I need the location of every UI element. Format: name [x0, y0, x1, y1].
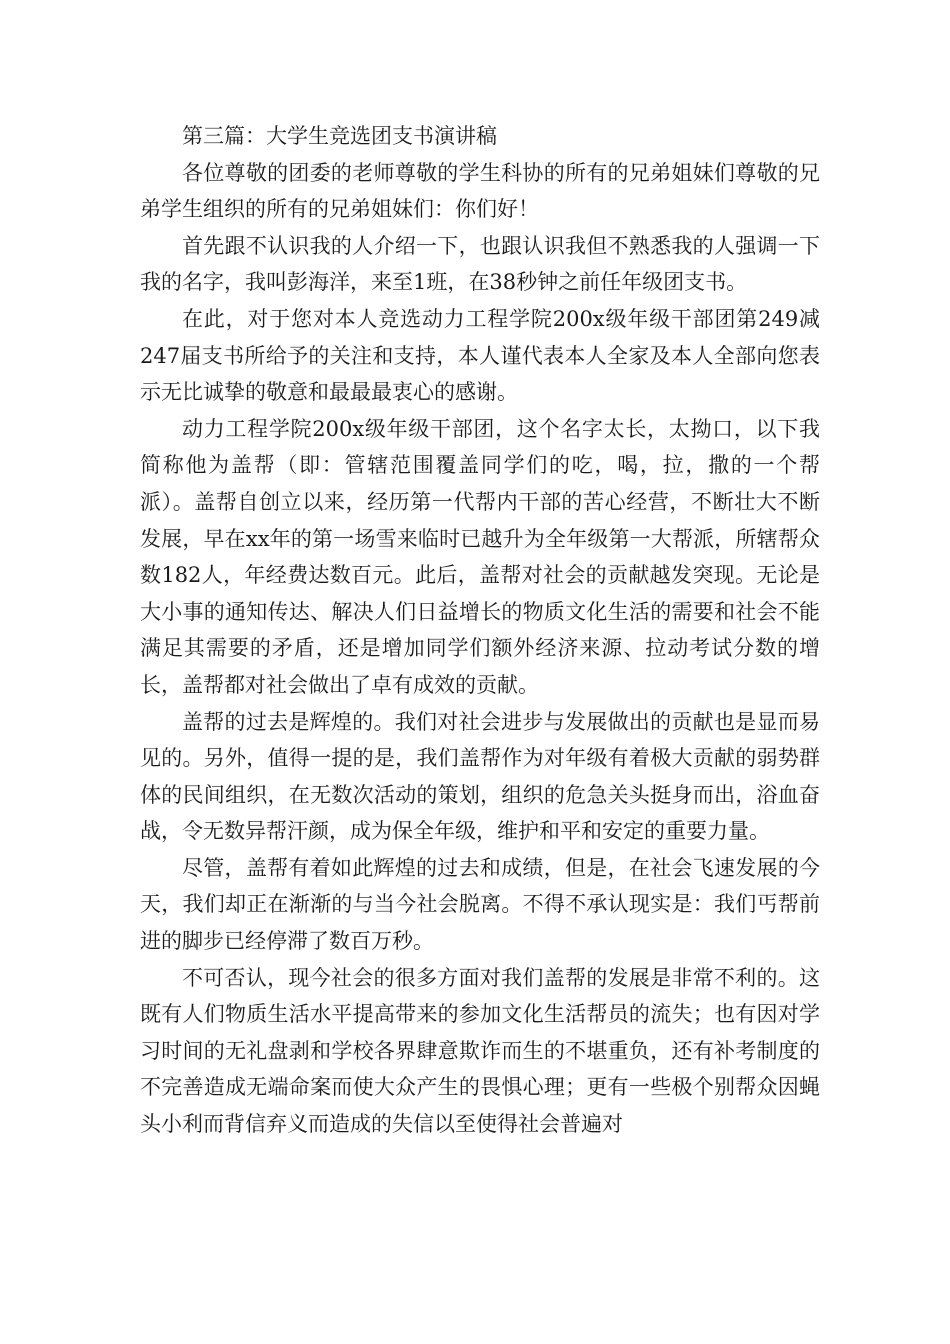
paragraph-thanks: 在此，对于您对本人竞选动力工程学院200x级年级干部团第249减247届支书所给予的关注和支持，本人谨代表本人全家及本人全部向您表示无比诚挚的敬意和最最最衷心的感谢。	[140, 306, 820, 405]
document-title: 第三篇：大学生竞选团支书演讲稿	[182, 124, 497, 148]
paragraph-organization-history: 动力工程学院200x级年级干部团，这个名字太长，太拗口，以下我简称他为盖帮（即：管辖范围覆盖同学们的吃，喝，拉，撒的一个帮派）。盖帮自创立以来，经历第一代帮内干部的苦心经营，不断壮大不断发展，早在xx年的第一场雪来临时已越升为全年级第一大帮派，所辖帮众数182人，年经费达数百元。此后，盖帮对社会的贡献越发突现。无论是大小事的通知传达、解决人们日益增长的物质文化生活的需要和社会不能满足其需要的矛盾，还是增加同学们额外经济来源、拉动考试分数的增长，盖帮都对社会做出了卓有成效的贡献。	[140, 416, 820, 697]
paragraph-greeting: 各位尊敬的团委的老师尊敬的学生科协的所有的兄弟姐妹们尊敬的兄弟学生组织的所有的兄弟姐妹们：你们好！	[140, 160, 820, 222]
paragraph-glorious-past: 盖帮的过去是辉煌的。我们对社会进步与发展做出的贡献也是显而易见的。另外，值得一提的是，我们盖帮作为对年级有着极大贡献的弱势群体的民间组织，在无数次活动的策划，组织的危急关头挺身而出，浴血奋战，令无数异帮汗颜，成为保全年级，维护和平和安定的重要力量。	[140, 709, 820, 844]
paragraph-current-situation: 尽管，盖帮有着如此辉煌的过去和成绩，但是，在社会飞速发展的今天，我们却正在渐渐的与当今社会脱离。不得不承认现实是：我们丐帮前进的脚步已经停滞了数百万秒。	[140, 855, 820, 954]
paragraph-challenges: 不可否认，现今社会的很多方面对我们盖帮的发展是非常不利的。这既有人们物质生活水平提高带来的参加文化生活帮员的流失；也有因对学习时间的无礼盘剥和学校各界肆意欺诈而生的不堪重负，还有补考制度的不完善造成无端命案而使大众产生的畏惧心理；更有一些极个别帮众因蝇头小利而背信弃义而造成的失信以至使得社会普遍对	[140, 965, 820, 1137]
paragraph-introduction: 首先跟不认识我的人介绍一下，也跟认识我但不熟悉我的人强调一下我的名字，我叫彭海洋，来至1班，在38秒钟之前任年级团支书。	[140, 233, 820, 295]
document-body	[140, 118, 820, 1143]
